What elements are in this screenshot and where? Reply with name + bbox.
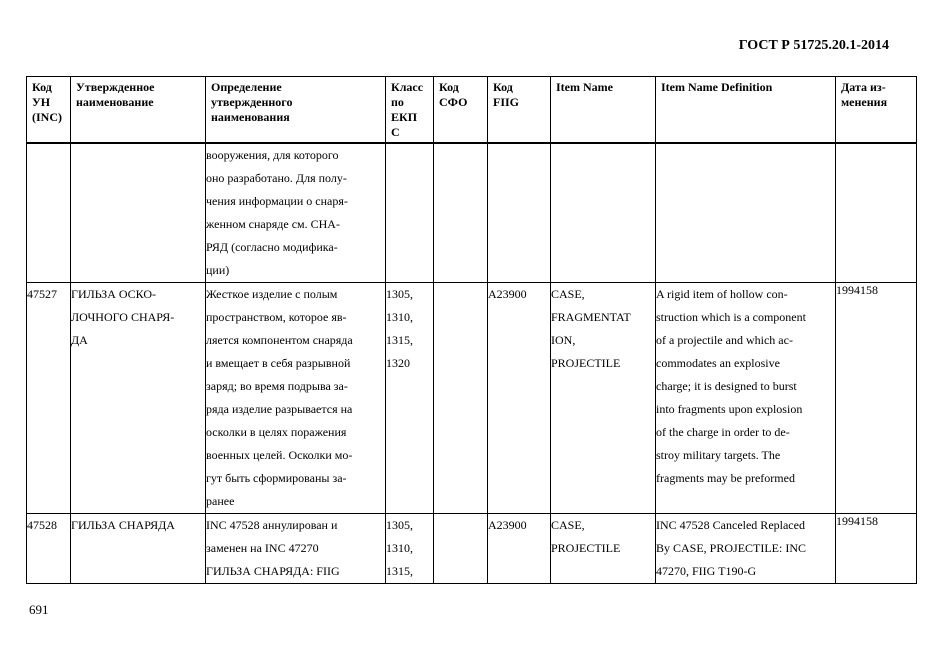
definition-cell: вооружения, для которого оно разработано. Для полу- чения информации о снаря- женном снаряде см. СНА- РЯД (согласно модифика- ции) xyxy=(206,143,386,283)
inc-cell xyxy=(27,143,71,283)
table-row xyxy=(27,283,917,514)
class-cell: 1305, 1310, 1315, 1320 xyxy=(386,283,434,514)
approved-name-cell xyxy=(71,143,206,283)
definition-cell: Жесткое изделие с полым пространством, которое яв- ляется компонентом снаряда и вмещает в себя разрывной заряд; во время подрыва за- ряда изделие разрывается на осколки в целях поражения военных целей. Осколки мо- гут быть сформированы за- ранее xyxy=(206,283,386,514)
change-date-cell: 1994158 xyxy=(836,514,917,584)
definition-cell: INC 47528 аннулирован и заменен на INC 47270 ГИЛЬЗА СНАРЯДА: FIIG xyxy=(206,514,386,584)
approved-name-cell: ГИЛЬЗА ОСКО- ЛОЧНОГО СНАРЯ- ДА xyxy=(71,283,206,514)
col-header-item-name: Item Name xyxy=(551,77,656,144)
sfo-cell xyxy=(434,514,488,584)
table-row xyxy=(27,143,917,283)
item-name-cell: CASE, FRAGMENTAT ION, PROJECTILE xyxy=(551,283,656,514)
change-date-cell: 1994158 xyxy=(836,283,917,514)
class-cell: 1305, 1310, 1315, xyxy=(386,514,434,584)
col-header-class: Класс по ЕКП С xyxy=(386,77,434,144)
page-number: 691 xyxy=(29,602,49,617)
fiig-cell xyxy=(488,143,551,283)
item-definition-cell xyxy=(656,143,836,283)
item-name-cell xyxy=(551,143,656,283)
fiig-cell: A23900 xyxy=(488,514,551,584)
change-date-cell xyxy=(836,143,917,283)
sfo-cell xyxy=(434,283,488,514)
class-cell xyxy=(386,143,434,283)
col-header-item-definition: Item Name Definition xyxy=(656,77,836,144)
header-row xyxy=(27,77,917,144)
col-header-sfo: Код СФО xyxy=(434,77,488,144)
standard-designation: ГОСТ Р 51725.20.1-2014 xyxy=(738,38,889,53)
table-row xyxy=(27,514,917,584)
item-definition-cell: INC 47528 Canceled Replaced By CASE, PROJECTILE: INC 47270, FIIG T190-G xyxy=(656,514,836,584)
fiig-cell: A23900 xyxy=(488,283,551,514)
sfo-cell xyxy=(434,143,488,283)
col-header-fiig: Код FIIG xyxy=(488,77,551,144)
nomenclature-table xyxy=(26,76,917,584)
inc-cell: 47527 xyxy=(27,283,71,514)
inc-cell: 47528 xyxy=(27,514,71,584)
item-name-cell: CASE, PROJECTILE xyxy=(551,514,656,584)
col-header-definition: Определение утвержденного наименования xyxy=(206,77,386,144)
approved-name-cell: ГИЛЬЗА СНАРЯДА xyxy=(71,514,206,584)
item-definition-cell: A rigid item of hollow con- struction which is a component of a projectile and which ac- commodates an explosive charge; it is designed to burst into fragments upon explosion of the charge in order to de- stroy military targets. The fragments may be preformed xyxy=(656,283,836,514)
col-header-change-date: Дата из- менения xyxy=(836,77,917,144)
col-header-inc: Код УН (INC) xyxy=(27,77,71,144)
col-header-approved-name: Утвержденное наименование xyxy=(71,77,206,144)
